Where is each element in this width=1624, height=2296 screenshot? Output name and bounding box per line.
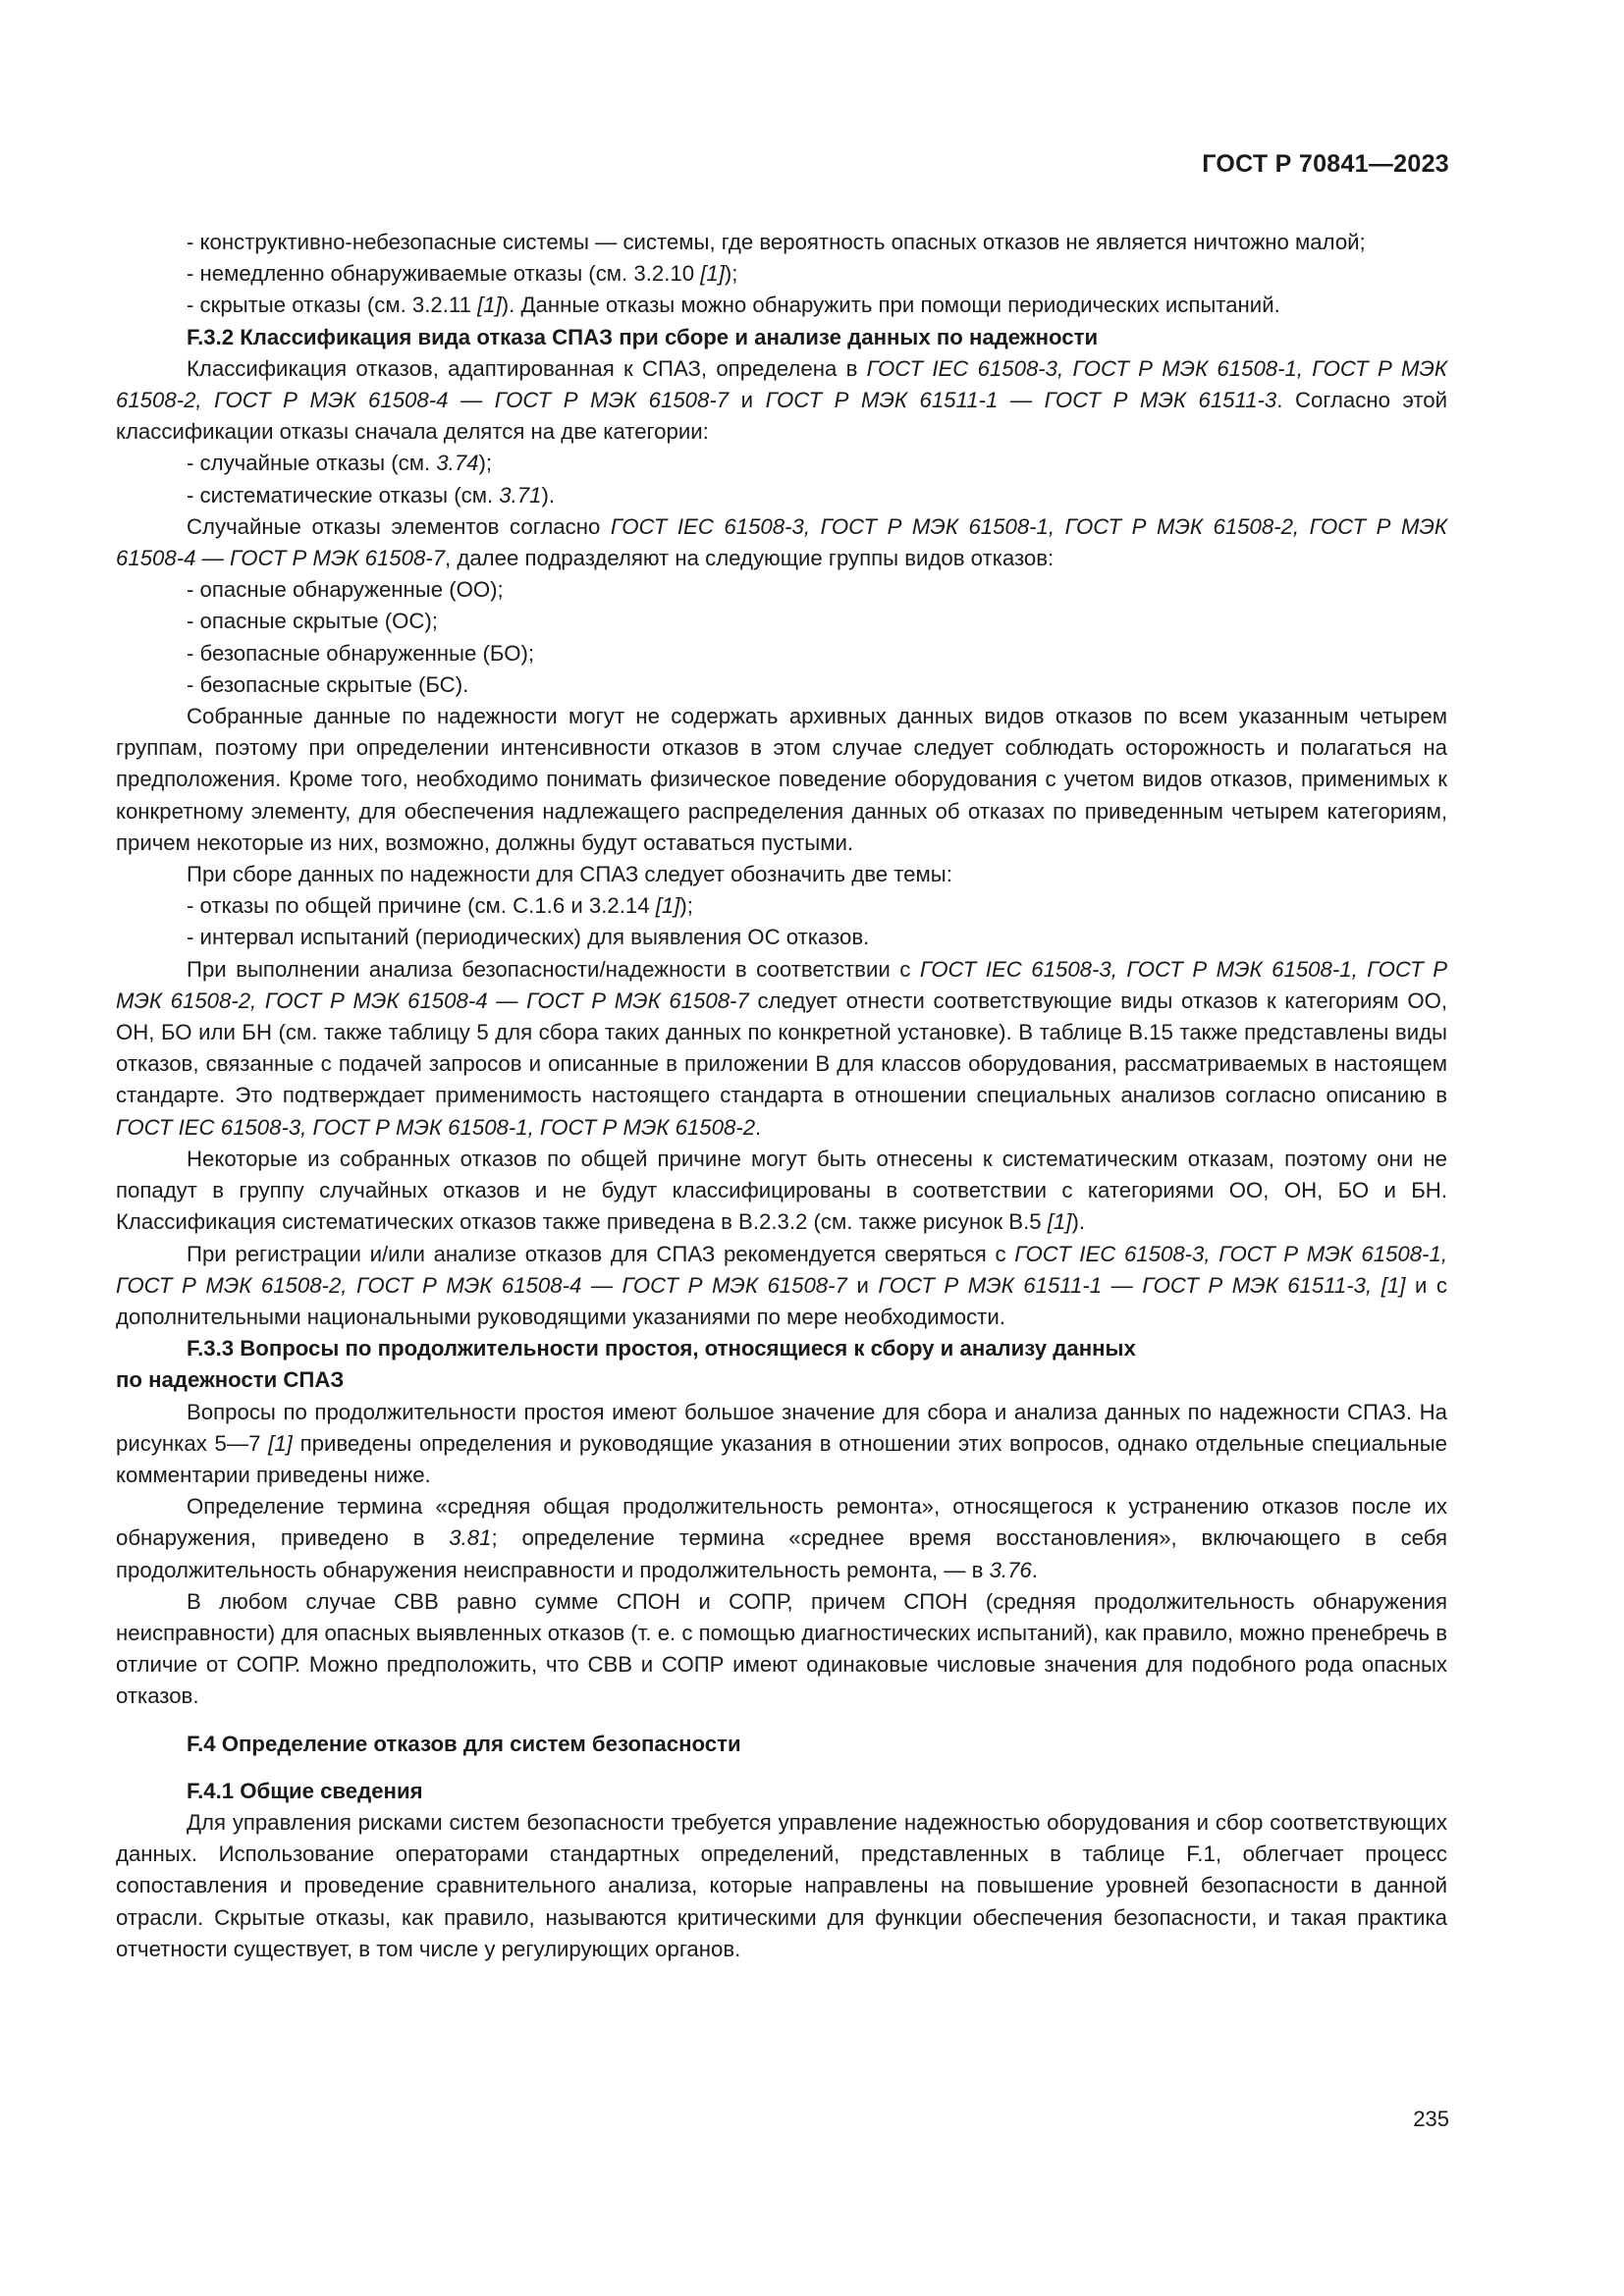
paragraph: Собранные данные по надежности могут не содержать архивных данных видов отказов по всем указанным четырем группам, поэтому при определении интенсивности отказов в этом случае следует соблюдать осторожность и полагаться на предположения. Кроме того, необходимо понимать физическое поведение оборудования с учетом видов отказов, применимых к конкретному элементу, для обеспечения надлежащего распределения данных об отказах по приведенным четырем категориям, причем некоторые из них, возможно, должны будут оставаться пустыми. (116, 704, 1447, 855)
paragraph: Случайные отказы элементов согласно ГОСТ IEC 61508-3, ГОСТ Р МЭК 61508-1, ГОСТ Р МЭК 61508-2, ГОСТ Р МЭК 61508-4 — ГОСТ Р МЭК 61508-7, далее подразделяют на следующие группы видов отказов: (116, 513, 1447, 571)
page-body (116, 227, 1447, 1965)
paragraph: Некоторые из собранных отказов по общей причине могут быть отнесены к систематическим отказам, поэтому они не попадут в группу случайных отказов и не будут классифицированы в соответствии с категориями ОО, ОН, БО и БН. Классификация систематических отказов также приведена в В.2.3.2 (см. также рисунок В.5 [1]). (116, 1146, 1447, 1235)
section-heading-f32: F.3.2 Классификация вида отказа СПАЗ при сборе и анализе данных по надежности (187, 324, 1099, 349)
list-item: - скрытые отказы (см. 3.2.11 [1]). Данные отказы можно обнаружить при помощи периодических испытаний. (187, 293, 1280, 318)
paragraph: Классификация отказов, адаптированная к СПАЗ, определена в ГОСТ IEC 61508-3, ГОСТ Р МЭК 61508-1, ГОСТ Р МЭК 61508-2, ГОСТ Р МЭК 61508-4 — ГОСТ Р МЭК 61508-7 и ГОСТ Р МЭК 61511-1 — ГОСТ Р МЭК 61511-3. Согласно этой классификации отказы сначала делятся на две категории: (116, 355, 1447, 445)
list-item: - безопасные скрытые (БС). (187, 671, 469, 697)
paragraph: При сборе данных по надежности для СПАЗ следует обозначить две темы: (187, 862, 952, 887)
section-heading-f33-continuation: по надежности СПАЗ (116, 1367, 345, 1393)
list-item: - немедленно обнаруживаемые отказы (см. 3.2.10 [1]); (187, 261, 738, 287)
section-heading-f41: F.4.1 Общие сведения (187, 1778, 423, 1803)
paragraph: При регистрации и/или анализе отказов для СПАЗ рекомендуется сверяться с ГОСТ IEC 61508-3, ГОСТ Р МЭК 61508-1, ГОСТ Р МЭК 61508-2, ГОСТ Р МЭК 61508-4 — ГОСТ Р МЭК 61508-7 и ГОСТ Р МЭК 61511-1 — ГОСТ Р МЭК 61511-3, [1] и с дополнительными национальными руководящими указаниями по мере необходимости. (116, 1241, 1447, 1329)
paragraph: Вопросы по продолжительности простоя имеют большое значение для сбора и анализа данных по надежности СПАЗ. На рисунках 5—7 [1] приведены определения и руководящие указания в отношении этих вопросов, однако отдельные специальные комментарии приведены ниже. (116, 1399, 1447, 1487)
list-item: - отказы по общей причине (см. С.1.6 и 3.2.14 [1]); (187, 893, 693, 919)
list-item: - безопасные обнаруженные (БО); (187, 640, 535, 666)
list-item: - интервал испытаний (периодических) для выявления ОС отказов. (187, 925, 870, 950)
document-number-header: ГОСТ Р 70841—2023 (1202, 150, 1449, 178)
paragraph: В любом случае СВВ равно сумме СПОН и СОПР, причем СПОН (средняя продолжительность обнаружения неисправности) для опасных выявленных отказов (т. е. с помощью диагностических испытаний), как правило, можно пренебречь в отличие от СОПР. Можно предположить, что СВВ и СОПР имеют одинаковые числовые значения для подобного рода опасных отказов. (116, 1588, 1447, 1709)
list-item: - систематические отказы (см. 3.71). (187, 482, 556, 507)
paragraph: Определение термина «средняя общая продолжительность ремонта», относящегося к устранению отказов после их обнаружения, приведено в 3.81; определение термина «среднее время восстановления», включающего в себя продолжительность обнаружения неисправности и продолжительность ремонта, — в 3.76. (116, 1494, 1447, 1582)
list-item: - конструктивно-небезопасные системы — системы, где вероятность опасных отказов не является ничтожно малой; (187, 230, 1366, 254)
section-heading-f33: F.3.3 Вопросы по продолжительности простоя, относящиеся к сбору и анализу данных (187, 1336, 1136, 1362)
list-item: - случайные отказы (см. 3.74); (187, 451, 493, 476)
paragraph: Для управления рисками систем безопасности требуется управление надежностью оборудования и сбор соответствующих данных. Использование операторами стандартных определений, представленных в таблице F.1, облегчает процесс сопоставления и проведение сравнительного анализа, которые направлены на повышение уровней безопасности в данной отрасли. Скрытые отказы, как правило, называются критическими для функции обеспечения безопасности, и такая практика отчетности существует, в том числе у регулирующих органов. (116, 1809, 1447, 1961)
section-heading-f4: F.4 Определение отказов для систем безопасности (187, 1731, 741, 1756)
list-item: - опасные скрытые (ОС); (187, 609, 438, 634)
paragraph: При выполнении анализа безопасности/надежности в соответствии с ГОСТ IEC 61508-3, ГОСТ Р МЭК 61508-1, ГОСТ Р МЭК 61508-2, ГОСТ Р МЭК 61508-4 — ГОСТ Р МЭК 61508-7 следует отнести соответствующие виды отказов к категориям ОО, ОН, БО или БН (см. также таблицу 5 для сбора таких данных по конкретной установке). В таблице В.15 также представлены виды отказов, связанные с подачей запросов и описанные в приложении В для классов оборудования, рассматриваемых в настоящем стандарте. Это подтверждает применимость настоящего стандарта в отношении специальных анализов согласно описанию в ГОСТ IEC 61508-3, ГОСТ Р МЭК 61508-1, ГОСТ Р МЭК 61508-2. (116, 956, 1448, 1140)
list-item: - опасные обнаруженные (ОО); (187, 577, 504, 603)
page-number: 235 (1413, 2107, 1449, 2131)
